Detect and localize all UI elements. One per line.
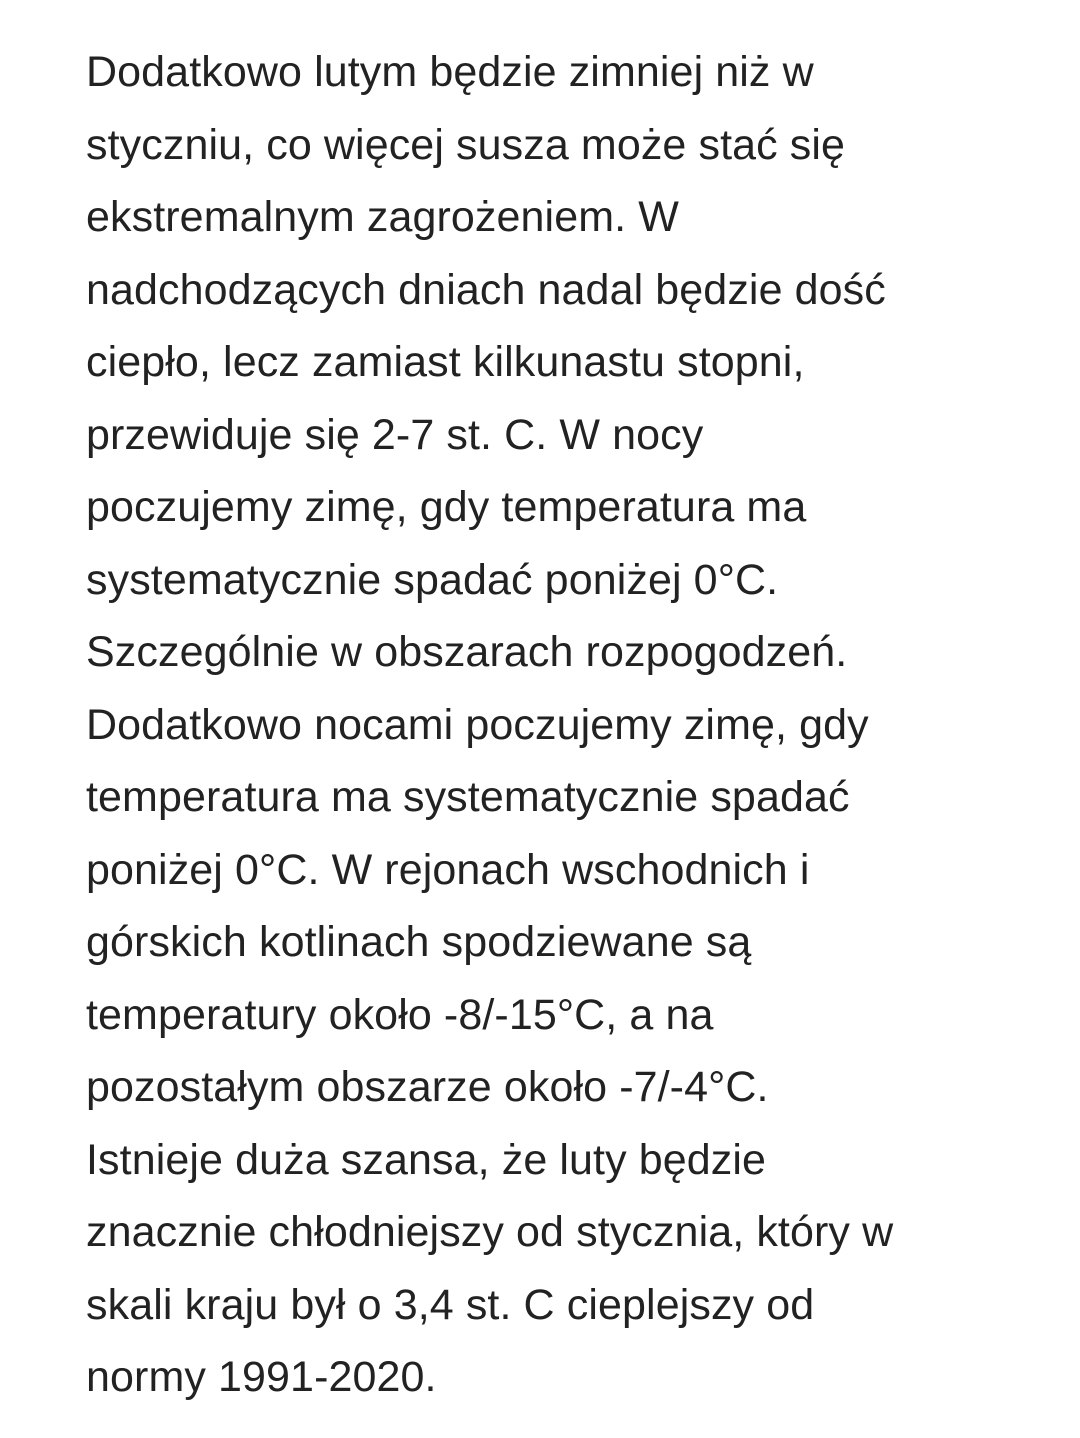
- text-line: górskich kotlinach spodziewane są: [86, 918, 752, 966]
- text-line: Istnieje duża szansa, że luty będzie: [86, 1135, 767, 1184]
- text-line: poniżej 0°C. W rejonach wschodnich i: [86, 845, 810, 894]
- text-line: pozostałym obszarze około -7/-4°C.: [86, 1063, 769, 1111]
- text-line: poczujemy zimę, gdy temperatura ma: [86, 483, 807, 531]
- text-line: temperatury około -8/-15°C, a na: [86, 990, 714, 1039]
- text-line: skali kraju był o 3,4 st. C cieplejszy od: [86, 1280, 815, 1329]
- text-line: przewiduje się 2-7 st. C. W nocy: [86, 410, 704, 459]
- text-line: ekstremalnym zagrożeniem. W: [86, 193, 679, 241]
- text-line: nadchodzących dniach nadal będzie dość: [86, 265, 886, 314]
- text-line: ciepło, lecz zamiast kilkunastu stopni,: [86, 338, 805, 386]
- text-line: znacznie chłodniejszy od stycznia, który w: [86, 1208, 894, 1256]
- text-line: styczniu, co więcej susza może stać się: [86, 120, 846, 169]
- text-line: systematycznie spadać poniżej 0°C.: [86, 555, 779, 604]
- article-text: [86, 36, 1046, 1414]
- text-line: Szczególnie w obszarach rozpogodzeń.: [86, 628, 848, 676]
- text-line: Dodatkowo lutym będzie zimniej niż w: [86, 48, 814, 96]
- text-line: temperatura ma systematycznie spadać: [86, 773, 850, 821]
- text-line: normy 1991-2020.: [86, 1353, 437, 1401]
- text-line: Dodatkowo nocami poczujemy zimę, gdy: [86, 700, 869, 749]
